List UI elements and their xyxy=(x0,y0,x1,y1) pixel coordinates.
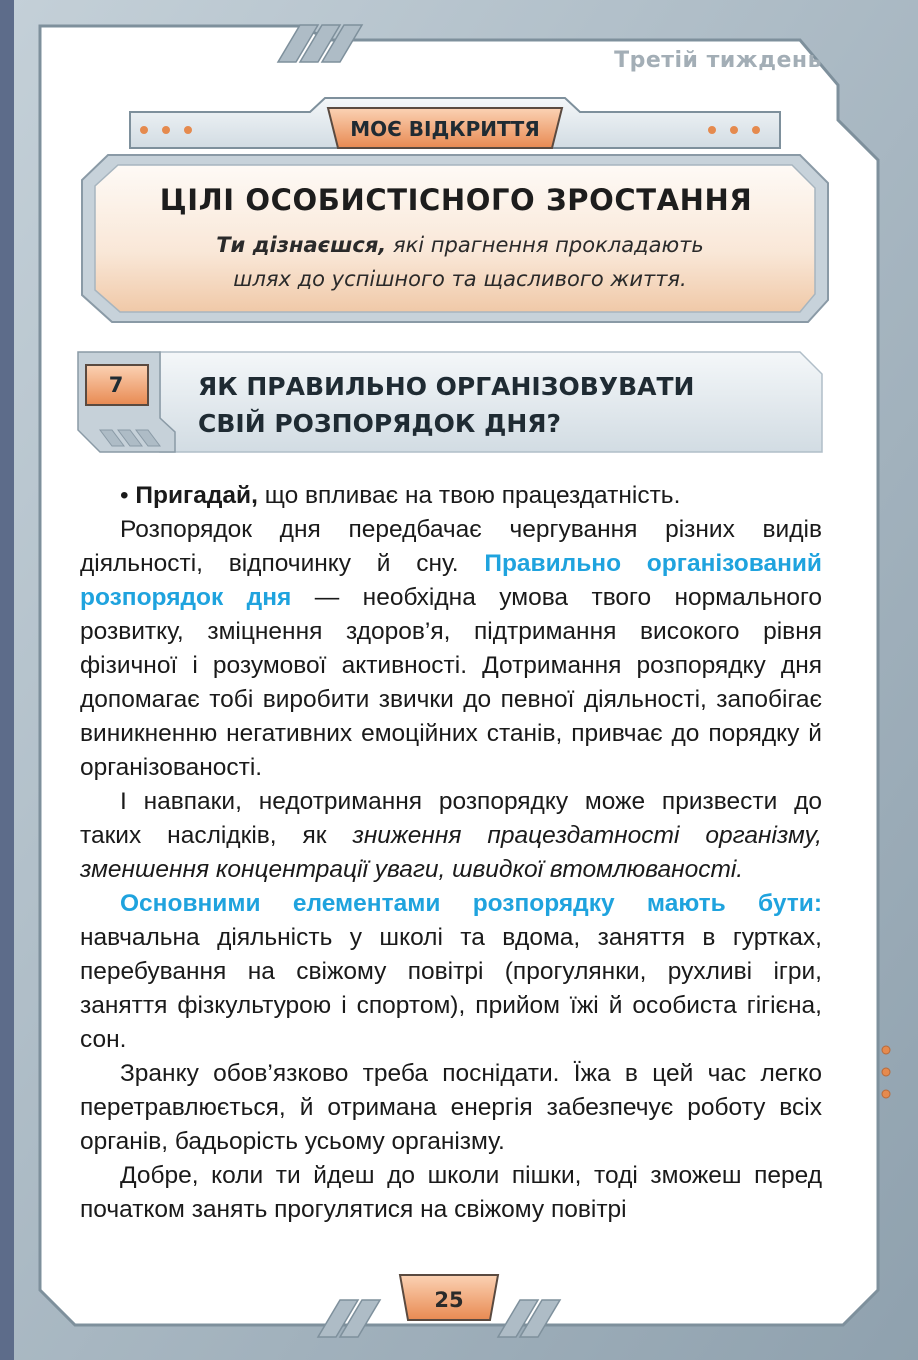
recall-rest: що впливає на твою працездатність. xyxy=(257,482,681,509)
daily-routine-intro: Розпорядок дня передбачає чергування різних видів діяльності, відпочинку й сну. xyxy=(80,516,822,577)
consequences-intro: І навпаки, недотримання розпорядку може призвести до таких наслідків, як xyxy=(80,788,822,849)
highlight-elements: Основними елементами розпорядку мають бути: xyxy=(120,890,822,917)
highlight-routine: Правильно організований розпорядок дня xyxy=(80,550,822,611)
bullet-icon: • xyxy=(120,482,129,509)
consequences-italic: зниження працездатності організму, зменшення концентрації уваги, швидкої втомлюваності. xyxy=(80,822,822,883)
section-title-line-2: СВІЙ РОЗПОРЯДОК ДНЯ? xyxy=(198,409,562,438)
section-tab-label: МОЄ ВІДКРИТТЯ xyxy=(350,117,540,141)
paragraph-breakfast: Зранку обов’язково треба поснідати. Їжа в цей час легко перетравлюється, й отримана енергія забезпечує роботу всіх органів, бадьорість усьому організму. xyxy=(80,1060,822,1155)
page-number: 25 xyxy=(434,1288,464,1312)
hero-subtitle-line-2: шлях до успішного та щасливого життя. xyxy=(233,267,687,291)
elements-rest: навчальна діяльність у школі та вдома, заняття в гуртках, перебування на свіжому повітрі (прогулянки, рухливі ігри, заняття фізкультурою і спортом), прийом їжі й особиста гігієна, сон. xyxy=(80,924,822,1053)
hero-subtitle xyxy=(120,228,800,296)
paragraph-daily-routine xyxy=(80,513,822,785)
recall-bold: Пригадай, xyxy=(135,482,258,509)
paragraph-recall xyxy=(80,479,822,513)
daily-routine-rest: — необхідна умова твого нормального розвитку, зміцнення здоров’я, підтримання високого рівня фізичної і розумової активності. Дотримання розпорядку дня допомагає тобі виробити звички до певної діяльності, запобігає виникненню негативних емоційних станів, привчає до порядку й організованості. xyxy=(80,584,822,781)
paragraph-elements xyxy=(80,887,822,1057)
hero-subtitle-rest: які прагнення прокладають xyxy=(386,233,704,257)
hero-subtitle-bold: Ти дізнаєшся, xyxy=(216,233,387,257)
section-number-badge: 7 xyxy=(108,373,124,397)
running-header: Третій тиждень xyxy=(614,48,822,73)
section-title-line-1: ЯК ПРАВИЛЬНО ОРГАНІЗОВУВАТИ xyxy=(198,372,695,401)
section-title xyxy=(198,368,798,442)
paragraph-walk: Добре, коли ти йдеш до школи пішки, тоді зможеш перед початком занять прогулятися на свіжому повітрі xyxy=(80,1162,822,1223)
body-text xyxy=(80,479,822,1227)
hero-title: ЦІЛІ ОСОБИСТІСНОГО ЗРОСТАННЯ xyxy=(159,183,753,217)
paragraph-consequences xyxy=(80,785,822,887)
